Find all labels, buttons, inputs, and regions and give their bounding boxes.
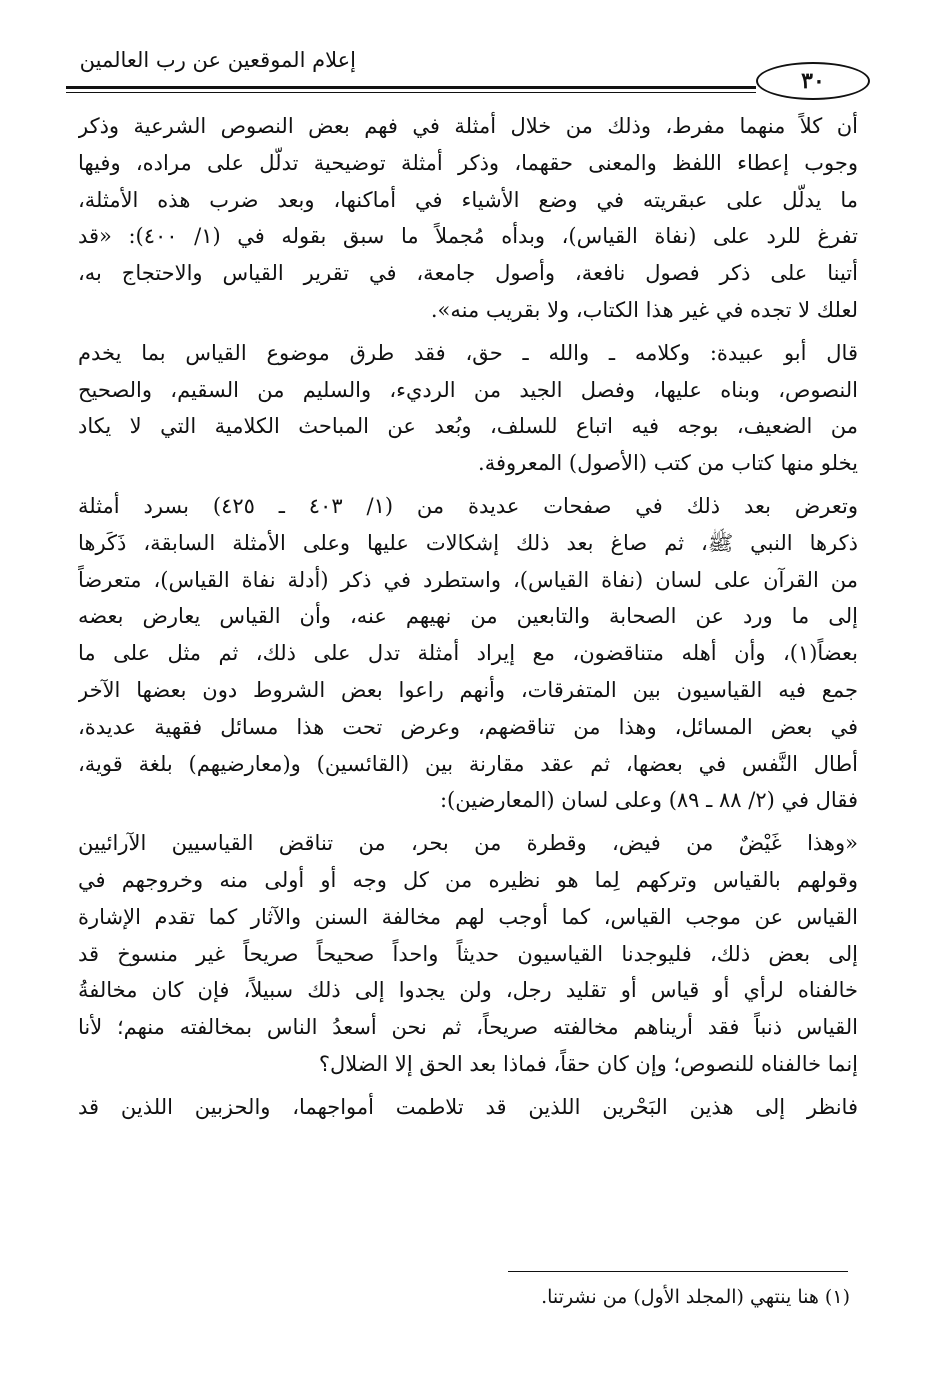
text-line: أتينا على ذكر فصول نافعة، وأصول جامعة، في تقرير القياس والاحتجاج به،: [78, 261, 858, 286]
text-line: ما يدلّل على عبقريته في وضع الأشياء في أماكنها، وبعد ضرب هذه الأمثلة،: [78, 187, 858, 212]
text-line: ذكرها النبي ﷺ، ثم صاغ بعد ذلك إشكالات عليها وعلى الأمثلة السابقة، ذَكَرها: [78, 530, 858, 555]
text-line: إلى ما ورد عن الصحابة والتابعين من نهيهم عنه، وأن القياس يعارض بعضه: [78, 604, 858, 629]
text-line: بعضاً(١)، وأن أهله متناقضون، مع إيراد أمثلة تدل على ذلك، ثم مثل على ما: [78, 641, 858, 666]
text-line: أطال النَّفس في بعضها، ثم عقد مقارنة بين (القائسين) و(معارضيهم) بلغة قوية،: [78, 751, 858, 776]
text-line: فقال في (٢/ ٨٨ ـ ٨٩) وعلى لسان (المعارضين):: [439, 788, 858, 813]
text-line: قال أبو عبيدة: وكلامه ـ والله ـ حق، فقد طرق موضوع القياس بما يخدم: [78, 340, 858, 365]
text-line: القياس ذنباً فقد أريناهم مخالفته صريحاً، ثم نحن أسعدُ الناس بمخالفته منهم؛ لأنا: [78, 1015, 858, 1040]
text-line: من القرآن على لسان (نفاة القياس)، واستطرد في ذكر (أدلة نفاة القياس)، متعرضاً: [78, 567, 858, 592]
text-line: «وهذا غَيْضٌ من فيض، وقطرة من بحر، من تناقض القياسيين الآرائيين: [78, 831, 858, 856]
text-line: إنما خالفناه للنصوص؛ وإن كان حقاً، فماذا بعد الحق إلا الضلال؟: [318, 1051, 858, 1076]
text-line: النصوص، وبناه عليها، وفصل الجيد من الرديء، والسليم من السقيم، والصحيح: [78, 377, 858, 402]
text-line: تفرغ للرد على (نفاة القياس)، وبدأه مُجملاً ما سبق بقوله في (١/ ٤٠٠): «قد: [78, 224, 858, 249]
body-text: [78, 108, 858, 1126]
text-line: خالفناه لرأي أو قياس أو تقليد رجل، ولن يجدوا إلى ذلك سبيلاً، فإن كان مخالفةُ: [78, 978, 858, 1003]
text-line: وقولهم بالقياس وتركهم لِما هو نظيره من كل وجه أو أولى منه وخروجهم في: [78, 867, 858, 892]
text-line: فانظر إلى هذين البَحْرين اللذين قد تلاطمت أمواجهما، والحزبين اللذين قد: [78, 1094, 858, 1119]
text-line: لعلك لا تجده في غير هذا الكتاب، ولا بقريب منه».: [430, 297, 858, 322]
page-header: [66, 50, 836, 94]
text-line: من الضعيف، بوجه فيه اتباع للسلف، وبُعد عن المباحث الكلامية التي لا يكاد: [78, 414, 858, 439]
paragraph: [78, 335, 858, 482]
text-line: في بعض المسائل، وهذا من تناقضهم، وعرض تحت هذا مسائل فقهية عديدة،: [78, 714, 858, 739]
paragraph: [78, 1089, 858, 1126]
paragraph: [78, 488, 858, 819]
footnote-rule: [508, 1271, 848, 1272]
text-line: إلى بعض ذلك، فليوجدنا القياسيون حديثاً واحداً صحيحاً صريحاً غير منسوخ قد: [78, 941, 858, 966]
text-line: وتعرض بعد ذلك في صفحات عديدة من (١/ ٤٠٣ ـ ٤٢٥) بسرد أمثلة: [78, 493, 858, 518]
paragraph: [78, 108, 858, 329]
text-line: وجوب إعطاء اللفظ والمعنى حقهما، وذكر أمثلة توضيحية تدلّل على مراده، وفيها: [78, 150, 858, 175]
text-line: القياس عن موجب القياس، كما أوجب لهم مخالفة السنن والآثار كما تقدم الإشارة: [78, 904, 858, 929]
running-title: إعلام الموقعين عن رب العالمين: [79, 48, 356, 72]
footnote: (١) هنا ينتهي (المجلد الأول) من نشرتنا.: [541, 1286, 850, 1308]
header-rule-thick: [66, 86, 756, 89]
quotation: [78, 825, 858, 1083]
text-line: يخلو منها كتاب من كتب (الأصول) المعروفة.: [478, 451, 858, 476]
text-line: أن كلاً منهما مفرط، وذلك من خلال أمثلة في فهم بعض النصوص الشرعية وذكر: [78, 114, 858, 138]
header-rule-thin: [66, 92, 756, 93]
text-line: جمع فيه القياسيون بين المتفرقات، وأنهم راعوا بعض الشروط دون بعضها الآخر: [78, 677, 858, 702]
page-number: ٣٠: [756, 62, 870, 100]
